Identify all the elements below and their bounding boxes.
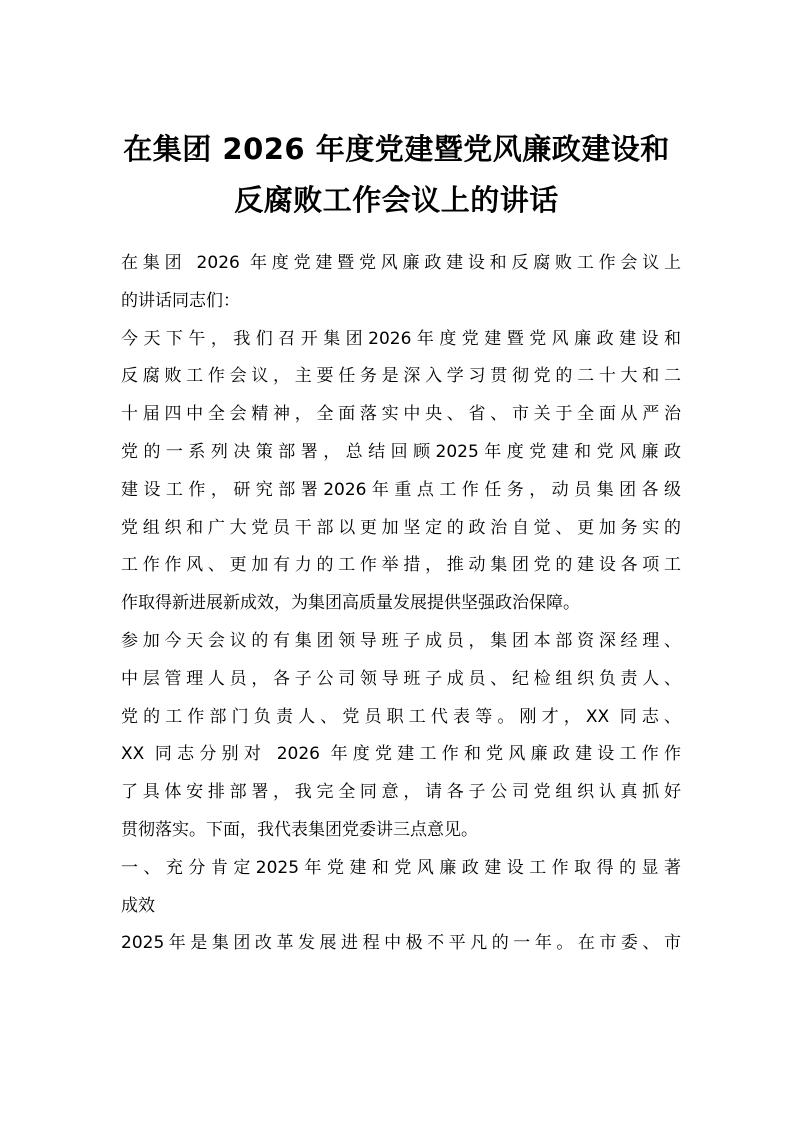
body-line: 党组织和广大党员干部以更加坚定的政治自觉、更加务实的 — [121, 517, 681, 538]
body-line: 党的一系列决策部署，总结回顾2025年度党建和党风廉政 — [121, 441, 681, 462]
body-line: 反腐败工作会议，主要任务是深入学习贯彻党的二十大和二 — [121, 366, 681, 387]
title-line-2: 反腐败工作会议上的讲话 — [234, 183, 559, 217]
body-line: 工作作风、更加有力的工作举措，推动集团党的建设各项工 — [121, 555, 681, 576]
document-title — [100, 124, 693, 226]
body-line: 成效 — [121, 895, 155, 916]
title-line-1: 在集团 2026 年度党建暨党风廉政建设和 — [123, 132, 670, 166]
body-line: 参加今天会议的有集团领导班子成员，集团本部资深经理、 — [121, 630, 681, 651]
body-line: 了具体安排部署，我完全同意，请各子公司党组织认真抓好 — [121, 782, 681, 803]
document-body — [121, 245, 681, 963]
body-line: XX 同志分别对 2026 年度党建工作和党风廉政建设工作作 — [121, 744, 681, 765]
body-line: 贯彻落实。下面，我代表集团党委讲三点意见。 — [121, 819, 478, 840]
body-line: 中层管理人员，各子公司领导班子成员、纪检组织负责人、 — [121, 668, 681, 689]
body-line: 在集团 2026 年度党建暨党风廉政建设和反腐败工作会议上 — [121, 253, 681, 273]
body-line: 一、充分肯定2025年党建和党风廉政建设工作取得的显著 — [121, 857, 681, 878]
body-line: 建设工作，研究部署2026年重点工作任务，动员集团各级 — [121, 479, 681, 500]
body-line: 今天下午，我们召开集团2026年度党建暨党风廉政建设和 — [121, 328, 681, 349]
body-line: 2025年是集团改革发展进程中极不平凡的一年。在市委、市 — [121, 933, 681, 954]
body-line: 党的工作部门负责人、党员职工代表等。刚才，XX 同志、 — [121, 706, 681, 727]
body-line: 的讲话同志们： — [121, 290, 240, 311]
body-line: 十届四中全会精神，全面落实中央、省、市关于全面从严治 — [121, 404, 681, 425]
body-line: 作取得新进展新成效，为集团高质量发展提供坚强政治保障。 — [121, 593, 580, 614]
